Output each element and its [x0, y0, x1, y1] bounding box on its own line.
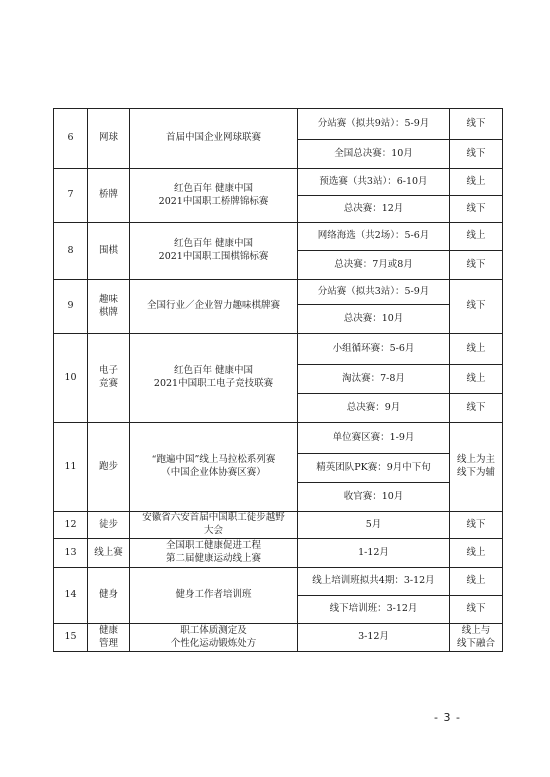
- format-cell-line: 线上为主: [456, 454, 495, 466]
- stage-schedule-cell: [298, 423, 450, 454]
- format-cell: [450, 568, 503, 596]
- format-cell: [450, 169, 503, 196]
- format-cell: [450, 196, 503, 223]
- format-cell: [450, 109, 503, 140]
- table-row: [54, 280, 503, 305]
- stage-schedule-cell-line: 预选赛（共3站）：6-10月: [319, 175, 428, 187]
- format-cell-line: 线上: [466, 342, 486, 354]
- format-cell: [450, 394, 503, 423]
- format-cell: [450, 251, 503, 280]
- stage-schedule-cell-line: 5月: [365, 518, 382, 530]
- format-cell-line: 线下: [466, 300, 486, 312]
- stage-schedule-cell: [298, 596, 450, 624]
- format-cell: [450, 512, 503, 539]
- row-number-cell: 14: [54, 568, 88, 624]
- sport-item-cell-line: 线上赛: [94, 546, 123, 558]
- sport-item-cell: [88, 109, 130, 169]
- stage-schedule-cell: [298, 196, 450, 223]
- table-row: [54, 223, 503, 251]
- format-cell-line: 线上: [466, 230, 486, 242]
- stage-schedule-cell: [298, 251, 450, 280]
- format-cell-line: 线下: [466, 603, 486, 615]
- event-name-cell-line: 全国职工健康促进工程: [165, 540, 261, 552]
- event-name-cell-line: 2021中国职工电子竞技联赛: [153, 378, 274, 389]
- sport-item-cell-line: 棋牌: [98, 306, 118, 318]
- event-name-cell-line: 个性化运动锻炼处方: [170, 637, 257, 649]
- sport-item-cell: [88, 624, 130, 652]
- row-number-cell: 13: [54, 539, 88, 568]
- format-cell-line: 线上: [466, 575, 486, 587]
- event-name-cell-line: 职工体质测定及: [180, 624, 247, 636]
- row-number-cell: 11: [54, 423, 88, 512]
- format-cell: [450, 624, 503, 652]
- stage-schedule-cell-line: 总决赛：12月: [343, 202, 404, 214]
- stage-schedule-cell-line: 总决赛：9月: [346, 401, 401, 413]
- sport-item-cell: [88, 223, 130, 280]
- sport-item-cell-line: 管理: [98, 637, 118, 649]
- event-name-cell-line: 红色百年 健康中国: [173, 365, 254, 377]
- sport-item-cell-line: 趣味: [98, 293, 118, 305]
- event-name-cell-line: 2021中国职工围棋锦标赛: [158, 251, 269, 262]
- stage-schedule-cell: [298, 483, 450, 512]
- format-cell: [450, 140, 503, 169]
- stage-schedule-cell-line: 线上培训班拟共4期：3-12月: [312, 575, 435, 587]
- stage-schedule-cell-line: 3-12月: [358, 631, 389, 643]
- event-name-cell: [130, 169, 298, 223]
- stage-schedule-cell-line: 总决赛：7月或8月: [334, 258, 413, 270]
- format-cell-line: 线上与: [461, 624, 491, 636]
- format-cell-line: 线下为辅: [456, 467, 495, 478]
- event-name-cell-line: （中国企业体协赛区赛）: [161, 467, 266, 478]
- row-number-cell: 8: [54, 223, 88, 280]
- event-name-cell-line: “跑遍中国”线上马拉松系列赛: [151, 454, 276, 466]
- event-name-cell-line: 首届中国企业网球联赛: [165, 132, 261, 144]
- stage-schedule-cell-line: 分站赛（拟共3站）：5-9月: [317, 285, 430, 297]
- sport-item-cell: [88, 334, 130, 423]
- sport-item-cell: [88, 280, 130, 334]
- table-row: [54, 539, 503, 568]
- table-row: [54, 568, 503, 596]
- stage-schedule-cell-line: 全国总决赛：10月: [334, 147, 413, 159]
- format-cell: [450, 423, 503, 512]
- sport-item-cell-line: 桥牌: [98, 189, 118, 201]
- table-row: [54, 624, 503, 652]
- event-name-cell: [130, 423, 298, 512]
- stage-schedule-cell: [298, 169, 450, 196]
- sport-item-cell-line: 网球: [98, 132, 118, 144]
- stage-schedule-cell-line: 淘汰赛：7-8月: [342, 372, 405, 384]
- event-name-cell: [130, 280, 298, 334]
- stage-schedule-cell: [298, 394, 450, 423]
- event-name-cell-line: 大会: [203, 525, 223, 536]
- row-number-cell: 6: [54, 109, 88, 169]
- sport-item-cell-line: 竞赛: [98, 378, 118, 389]
- stage-schedule-cell: [298, 223, 450, 251]
- format-cell: [450, 365, 503, 394]
- stage-schedule-cell-line: 网络海选（共2场）：5-6月: [317, 230, 430, 242]
- stage-schedule-cell-line: 收官赛：10月: [343, 490, 404, 502]
- sport-item-cell: [88, 169, 130, 223]
- stage-schedule-cell: [298, 109, 450, 140]
- table-row: [54, 512, 503, 539]
- format-cell-line: 线下融合: [456, 637, 495, 649]
- sport-item-cell-line: 健康: [98, 624, 118, 636]
- event-name-cell-line: 红色百年 健康中国: [173, 238, 254, 250]
- format-cell-line: 线下: [466, 258, 486, 270]
- row-number-cell: 12: [54, 512, 88, 539]
- format-cell-line: 线上: [466, 175, 486, 187]
- event-name-cell: [130, 624, 298, 652]
- stage-schedule-cell: [298, 624, 450, 652]
- row-number-cell: 10: [54, 334, 88, 423]
- format-cell-line: 线下: [466, 202, 486, 214]
- format-cell-line: 线上: [466, 546, 486, 558]
- format-cell: [450, 596, 503, 624]
- row-number-cell: 15: [54, 624, 88, 652]
- stage-schedule-cell-line: 小组循环赛：5-6月: [332, 342, 415, 354]
- format-cell-line: 线上: [466, 372, 486, 384]
- format-cell-line: 线下: [466, 117, 486, 129]
- format-cell: [450, 539, 503, 568]
- table-row: [54, 109, 503, 140]
- stage-schedule-cell: [298, 280, 450, 305]
- stage-schedule-cell-line: 分站赛（拟共9站）：5-9月: [317, 117, 430, 129]
- stage-schedule-cell-line: 单位赛区赛：1-9月: [332, 431, 415, 443]
- stage-schedule-cell: [298, 140, 450, 169]
- stage-schedule-cell: [298, 365, 450, 394]
- format-cell: [450, 280, 503, 334]
- event-name-cell: [130, 568, 298, 624]
- event-name-cell-line: 全国行业／企业智力趣味棋牌赛: [146, 300, 280, 312]
- sport-item-cell-line: 电子: [98, 365, 118, 377]
- format-cell: [450, 223, 503, 251]
- format-cell: [450, 334, 503, 365]
- stage-schedule-cell: [298, 568, 450, 596]
- stage-schedule-cell: [298, 305, 450, 334]
- event-name-cell: [130, 109, 298, 169]
- sport-item-cell-line: 围棋: [98, 244, 118, 256]
- table-row: [54, 169, 503, 196]
- event-name-cell: [130, 334, 298, 423]
- stage-schedule-cell-line: 线下培训班：3-12月: [329, 603, 418, 615]
- sport-item-cell: [88, 423, 130, 512]
- stage-schedule-cell-line: 精英团队PK赛：9月中下旬: [316, 461, 431, 473]
- event-name-cell-line: 安徽省六安首届中国职工徒步越野: [142, 512, 285, 524]
- stage-schedule-cell: [298, 539, 450, 568]
- page-number: - 3 -: [434, 711, 461, 724]
- sport-item-cell-line: 跑步: [98, 460, 118, 472]
- sport-item-cell: [88, 512, 130, 539]
- format-cell-line: 线下: [466, 401, 486, 413]
- row-number-cell: 7: [54, 169, 88, 223]
- event-name-cell: [130, 539, 298, 568]
- sport-item-cell-line: 徒步: [98, 518, 118, 530]
- stage-schedule-cell-line: 1-12月: [358, 546, 389, 558]
- stage-schedule-cell: [298, 454, 450, 483]
- format-cell-line: 线下: [466, 147, 486, 159]
- table-row: [54, 334, 503, 365]
- sport-item-cell-line: 健身: [98, 589, 118, 601]
- row-number-cell: 9: [54, 280, 88, 334]
- competition-schedule-table: [53, 108, 503, 652]
- table-row: [54, 423, 503, 454]
- event-name-cell: [130, 512, 298, 539]
- sport-item-cell: [88, 568, 130, 624]
- event-name-cell-line: 健身工作者培训班: [175, 589, 252, 601]
- event-name-cell-line: 2021中国职工桥牌锦标赛: [158, 195, 269, 207]
- stage-schedule-cell: [298, 334, 450, 365]
- sport-item-cell: [88, 539, 130, 568]
- format-cell-line: 线下: [466, 518, 486, 530]
- event-name-cell: [130, 223, 298, 280]
- stage-schedule-cell-line: 总决赛：10月: [343, 312, 404, 324]
- schedule-table-body: [54, 109, 503, 652]
- event-name-cell-line: 红色百年 健康中国: [173, 182, 254, 194]
- event-name-cell-line: 第二届健康运动线上赛: [165, 553, 261, 564]
- stage-schedule-cell: [298, 512, 450, 539]
